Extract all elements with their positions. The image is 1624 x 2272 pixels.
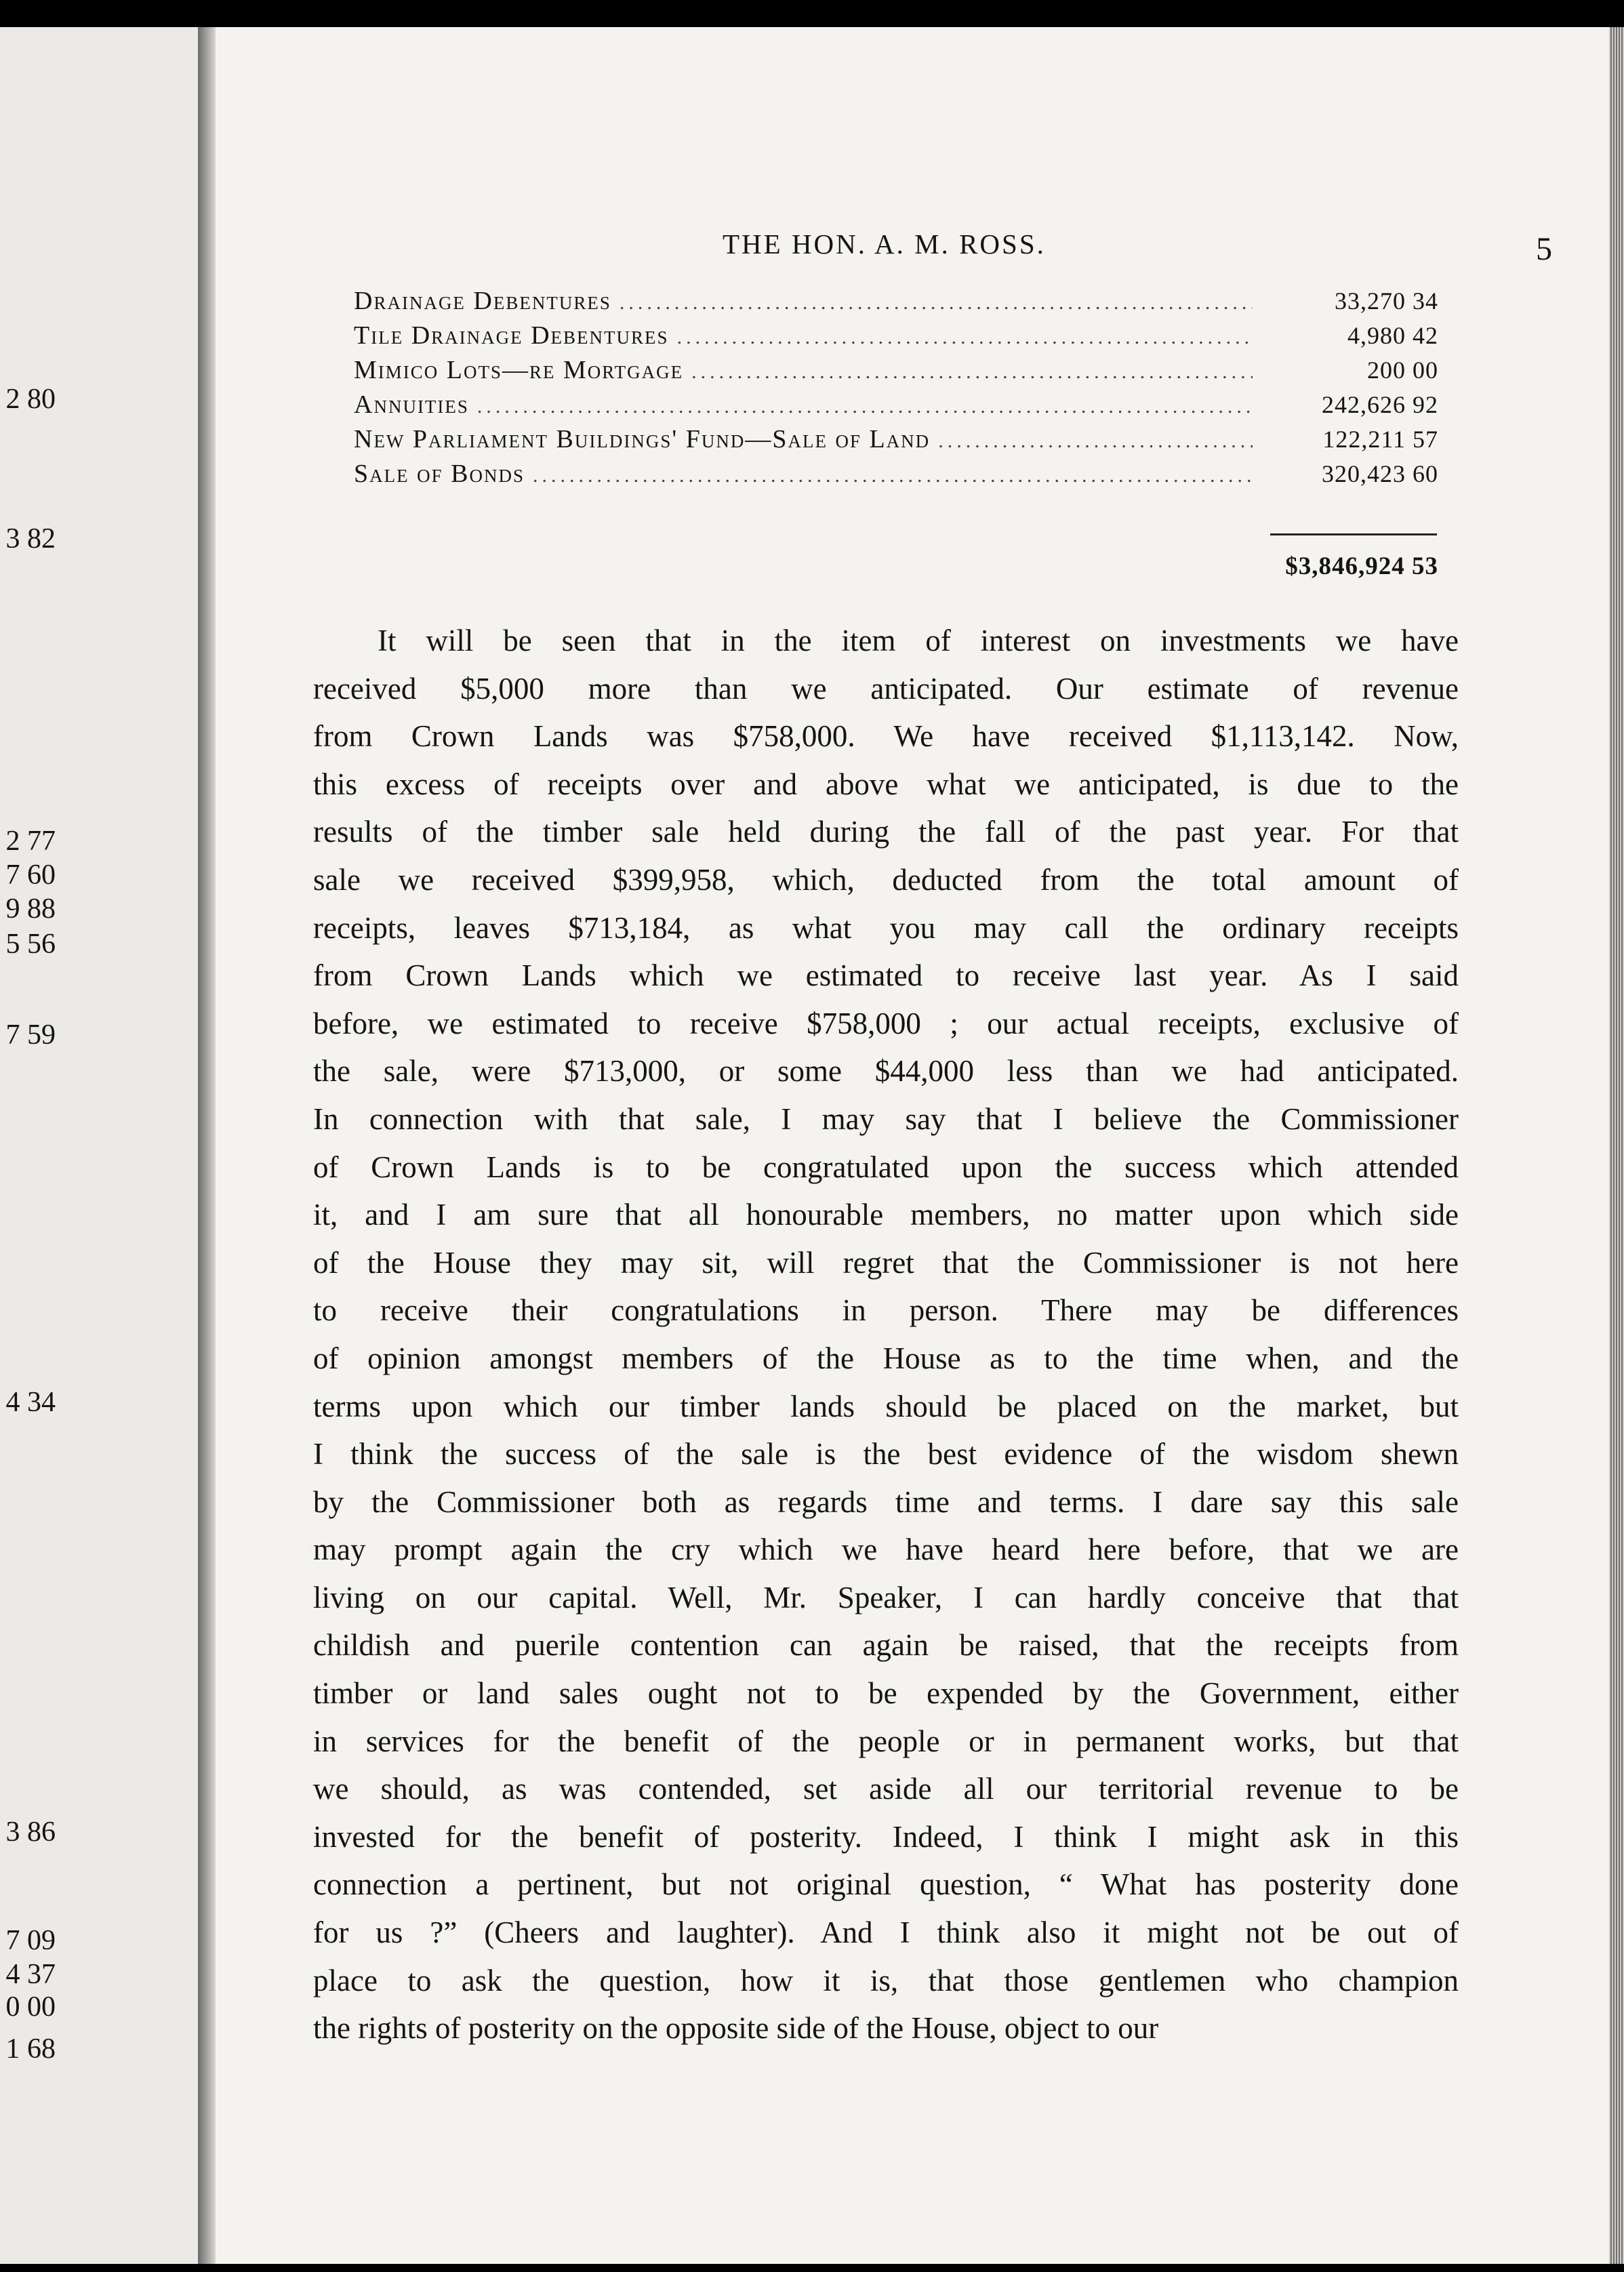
account-row	[354, 424, 1438, 459]
margin-number: 3 86	[5, 1817, 56, 1848]
text-line: we should, as was contended, set aside all our territorial revenue to be	[313, 1772, 1459, 1806]
account-amount: 320,423 60	[1322, 460, 1438, 487]
text-line: the rights of posterity on the opposite side of the House, object to our	[313, 2011, 1159, 2046]
account-row	[354, 286, 1438, 321]
account-row	[354, 321, 1438, 355]
text-line: the sale, were $713,000, or some $44,000 less than we had anticipated.	[313, 1054, 1459, 1089]
text-line: for us ?” (Cheers and laughter). And I think also it might not be out of	[313, 1915, 1459, 1950]
text-line: childish and puerile contention can again be raised, that the receipts from	[313, 1628, 1459, 1663]
dot-leader	[677, 326, 1253, 349]
dot-leader	[938, 430, 1253, 453]
margin-number: 0 00	[5, 1991, 56, 2023]
total-amount: $3,846,924 53	[1285, 552, 1438, 580]
margin-number: 2 77	[5, 826, 56, 857]
text-line: before, we estimated to receive $758,000 ; our actual receipts, exclusive of	[313, 1006, 1459, 1040]
margin-number: 5 56	[5, 929, 56, 960]
account-row	[354, 355, 1438, 390]
text-line: timber or land sales ought not to be expended by the Government, either	[313, 1676, 1459, 1711]
text-line: It will be seen that in the item of interest on investments we have	[378, 624, 1459, 657]
text-line: invested for the benefit of posterity. Indeed, I think I might ask in this	[313, 1819, 1459, 1854]
text-line: in services for the benefit of the people or in permanent works, but that	[313, 1724, 1459, 1758]
dot-leader	[620, 291, 1253, 315]
account-row	[354, 459, 1438, 493]
text-line: I think the success of the sale is the best evidence of the wisdom shewn	[313, 1437, 1459, 1472]
account-amount: 4,980 42	[1347, 322, 1438, 349]
text-line: from Crown Lands which we estimated to receive last year. As I said	[313, 958, 1459, 993]
account-row	[354, 390, 1438, 424]
text-line: this excess of receipts over and above what we anticipated, is due to the	[313, 767, 1459, 801]
gutter-shadow	[198, 27, 216, 2264]
text-line: by the Commissioner both as regards time and terms. I dare say this sale	[313, 1484, 1459, 1519]
account-label: Tile Drainage Debentures	[354, 321, 669, 350]
account-amount: 242,626 92	[1322, 391, 1438, 418]
account-label: Annuities	[354, 390, 469, 419]
text-line: terms upon which our timber lands should be placed on the market, but	[313, 1389, 1459, 1423]
margin-number: 1 68	[5, 2033, 56, 2065]
account-amount: 122,211 57	[1322, 426, 1438, 453]
previous-page-edge	[0, 27, 200, 2264]
account-label: Drainage Debentures	[354, 287, 611, 315]
text-line: of the House they may sit, will regret that the Commissioner is not here	[313, 1245, 1459, 1280]
text-line: received $5,000 more than we anticipated. Our estimate of revenue	[313, 671, 1459, 706]
running-head	[502, 228, 1552, 268]
text-line: from Crown Lands was $758,000. We have received $1,113,142. Now,	[313, 719, 1459, 754]
account-amount: 200 00	[1367, 357, 1438, 384]
page-stack-edge	[1609, 27, 1624, 2264]
body-text	[313, 617, 1459, 2052]
margin-number: 9 88	[5, 893, 56, 925]
total-rule	[1270, 533, 1437, 535]
account-label: Mimico Lots—re Mortgage	[354, 356, 684, 384]
text-line: it, and I am sure that all honourable members, no matter upon which side	[313, 1198, 1459, 1232]
account-label: Sale of Bonds	[354, 460, 525, 488]
text-line: results of the timber sale held during the fall of the past year. For that	[313, 815, 1459, 849]
text-line: of Crown Lands is to be congratulated upon the success which attended	[313, 1150, 1459, 1184]
text-line: of opinion amongst members of the House as to the time when, and the	[313, 1341, 1459, 1375]
text-line: sale we received $399,958, which, deducted from the total amount of	[313, 862, 1459, 897]
margin-number: 4 34	[5, 1387, 56, 1418]
accounts-table	[354, 286, 1438, 493]
dot-leader	[533, 464, 1253, 487]
text-line: place to ask the question, how it is, that those gentlemen who champion	[313, 1963, 1459, 1997]
text-line: connection a pertinent, but not original question, “ What has posterity done	[313, 1867, 1459, 1902]
text-line: to receive their congratulations in person. There may be differences	[313, 1293, 1459, 1328]
account-amount: 33,270 34	[1335, 287, 1438, 315]
dot-leader	[477, 395, 1253, 418]
margin-number: 3 82	[5, 523, 56, 554]
margin-number: 2 80	[5, 384, 56, 415]
margin-number: 7 09	[5, 1925, 56, 1956]
account-label: New Parliament Buildings' Fund—Sale of Land	[354, 425, 931, 453]
page-number: 5	[1536, 231, 1552, 267]
margin-number: 7 59	[5, 1019, 56, 1051]
running-title: THE HON. A. M. ROSS.	[723, 228, 1046, 260]
dot-leader	[691, 361, 1253, 384]
text-line: living on our capital. Well, Mr. Speaker, I can hardly conceive that that	[313, 1580, 1459, 1615]
margin-number: 4 37	[5, 1959, 56, 1990]
text-line: In connection with that sale, I may say that I believe the Commissioner	[313, 1101, 1459, 1136]
text-line: may prompt again the cry which we have heard here before, that we are	[313, 1533, 1459, 1567]
text-line: receipts, leaves $713,184, as what you may call the ordinary receipts	[313, 910, 1459, 945]
margin-number: 7 60	[5, 859, 56, 891]
